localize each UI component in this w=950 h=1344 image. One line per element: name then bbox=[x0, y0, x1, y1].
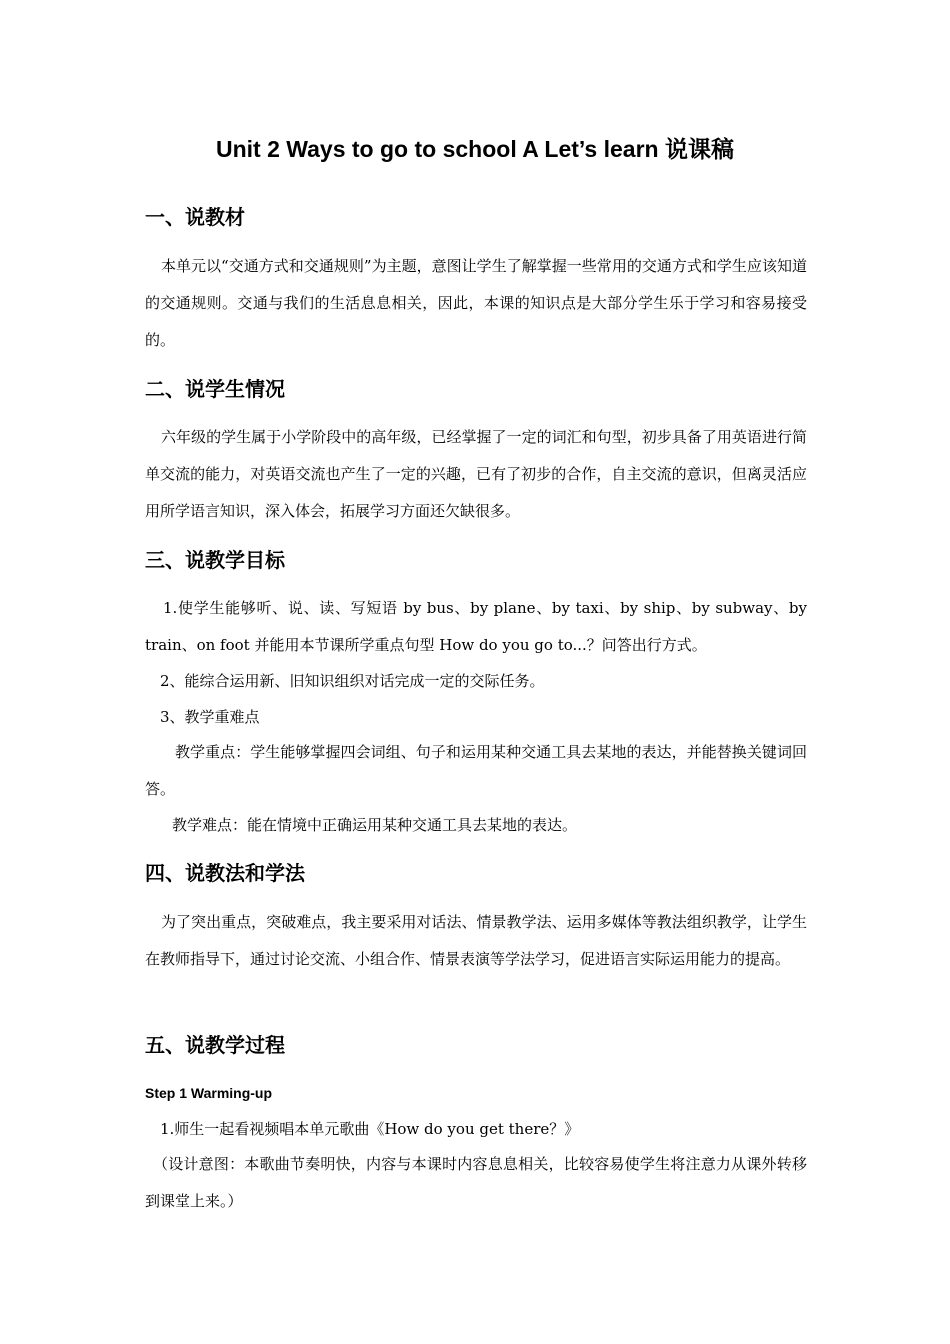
section-heading-teaching-objectives: 三、说教学目标 bbox=[145, 548, 285, 572]
objective-item-2: 2、能综合运用新、旧知识组织对话完成一定的交际任务。 bbox=[160, 672, 545, 690]
document-title: Unit 2 Ways to go to school A Let’s learn 说课稿 bbox=[216, 136, 734, 162]
section-heading-teaching-process: 五、说教学过程 bbox=[145, 1033, 285, 1057]
section-heading-teaching-material: 一、说教材 bbox=[145, 205, 245, 229]
design-intent-text: （设计意图：本歌曲节奏明快，内容与本课时内容息息相关，比较容易使学生将注意力从课外转移到课堂上来。） bbox=[145, 1155, 807, 1210]
paragraph-student-situation: 六年级的学生属于小学阶段中的高年级，已经掌握了一定的词汇和句型，初步具备了用英语进行简单交流的能力，对英语交流也产生了一定的兴趣，已有了初步的合作，自主交流的意识，但离灵活应用所学语言知识，深入体会，拓展学习方面还欠缺很多。 bbox=[145, 428, 807, 520]
key-point-text: 教学重点：学生能够掌握四会词组、句子和运用某种交通工具去某地的表达，并能替换关键词回答。 bbox=[145, 743, 807, 798]
objective-item-3: 3、教学重难点 bbox=[160, 708, 260, 726]
paragraph-teaching-material: 本单元以“交通方式和交通规则”为主题，意图让学生了解掌握一些常用的交通方式和学生应该知道的交通规则。交通与我们的生活息息相关，因此，本课的知识点是大部分学生乐于学习和容易接受的。 bbox=[145, 257, 807, 349]
step-1-heading: Step 1 Warming-up bbox=[145, 1085, 273, 1101]
paragraph-methods: 为了突出重点，突破难点，我主要采用对话法、情景教学法、运用多媒体等教法组织教学，让学生在教师指导下，通过讨论交流、小组合作、情景表演等学法学习，促进语言实际运用能力的提高。 bbox=[145, 913, 807, 968]
section-heading-student-situation: 二、说学生情况 bbox=[145, 377, 285, 401]
difficulty-text: 教学难点：能在情境中正确运用某种交通工具去某地的表达。 bbox=[172, 816, 578, 834]
section-heading-methods: 四、说教法和学法 bbox=[145, 861, 305, 885]
objective-item-1: 1.使学生能够听、说、读、写短语 by bus、by plane、by taxi、by ship、by subway、by train、on foot 并能用本节课所学重点句型 How do you go to...？问答出行方式。 bbox=[145, 599, 807, 654]
step-1-item-1: 1.师生一起看视频唱本单元歌曲《How do you get there？》 bbox=[160, 1120, 580, 1138]
